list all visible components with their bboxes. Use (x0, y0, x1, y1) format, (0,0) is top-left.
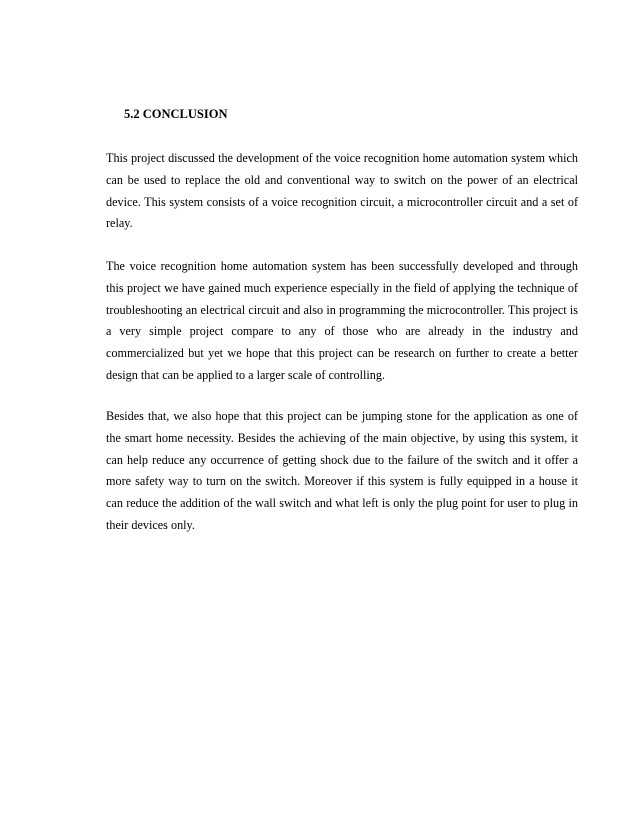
paragraph-3: Besides that, we also hope that this project can be jumping stone for the application as one of the smart home necessity. Besides the achieving of the main objective, by using this system, it can help reduce any occurrence of getting shock due to the failure of the switch and it offer a more safety way to turn on the switch. Moreover if this system is fully equipped in a house it can reduce the addition of the wall switch and what left is only the plug point for user to plug in their devices only. (106, 409, 578, 532)
paragraph-2: The voice recognition home automation system has been successfully developed and through this project we have gained much experience especially in the field of applying the technique of troubleshooting an electrical circuit and also in programming the microcontroller. This project is a very simple project compare to any of those who are already in the industry and commercialized but yet we hope that this project can be research on further to create a better design that can be applied to a larger scale of controlling. (106, 259, 578, 382)
section-heading: 5.2 CONCLUSION (124, 107, 228, 121)
paragraph-1: This project discussed the development of the voice recognition home automation system which can be used to replace the old and conventional way to switch on the power of an electrical device. This system consists of a voice recognition circuit, a microcontroller circuit and a set of relay. (106, 151, 578, 231)
